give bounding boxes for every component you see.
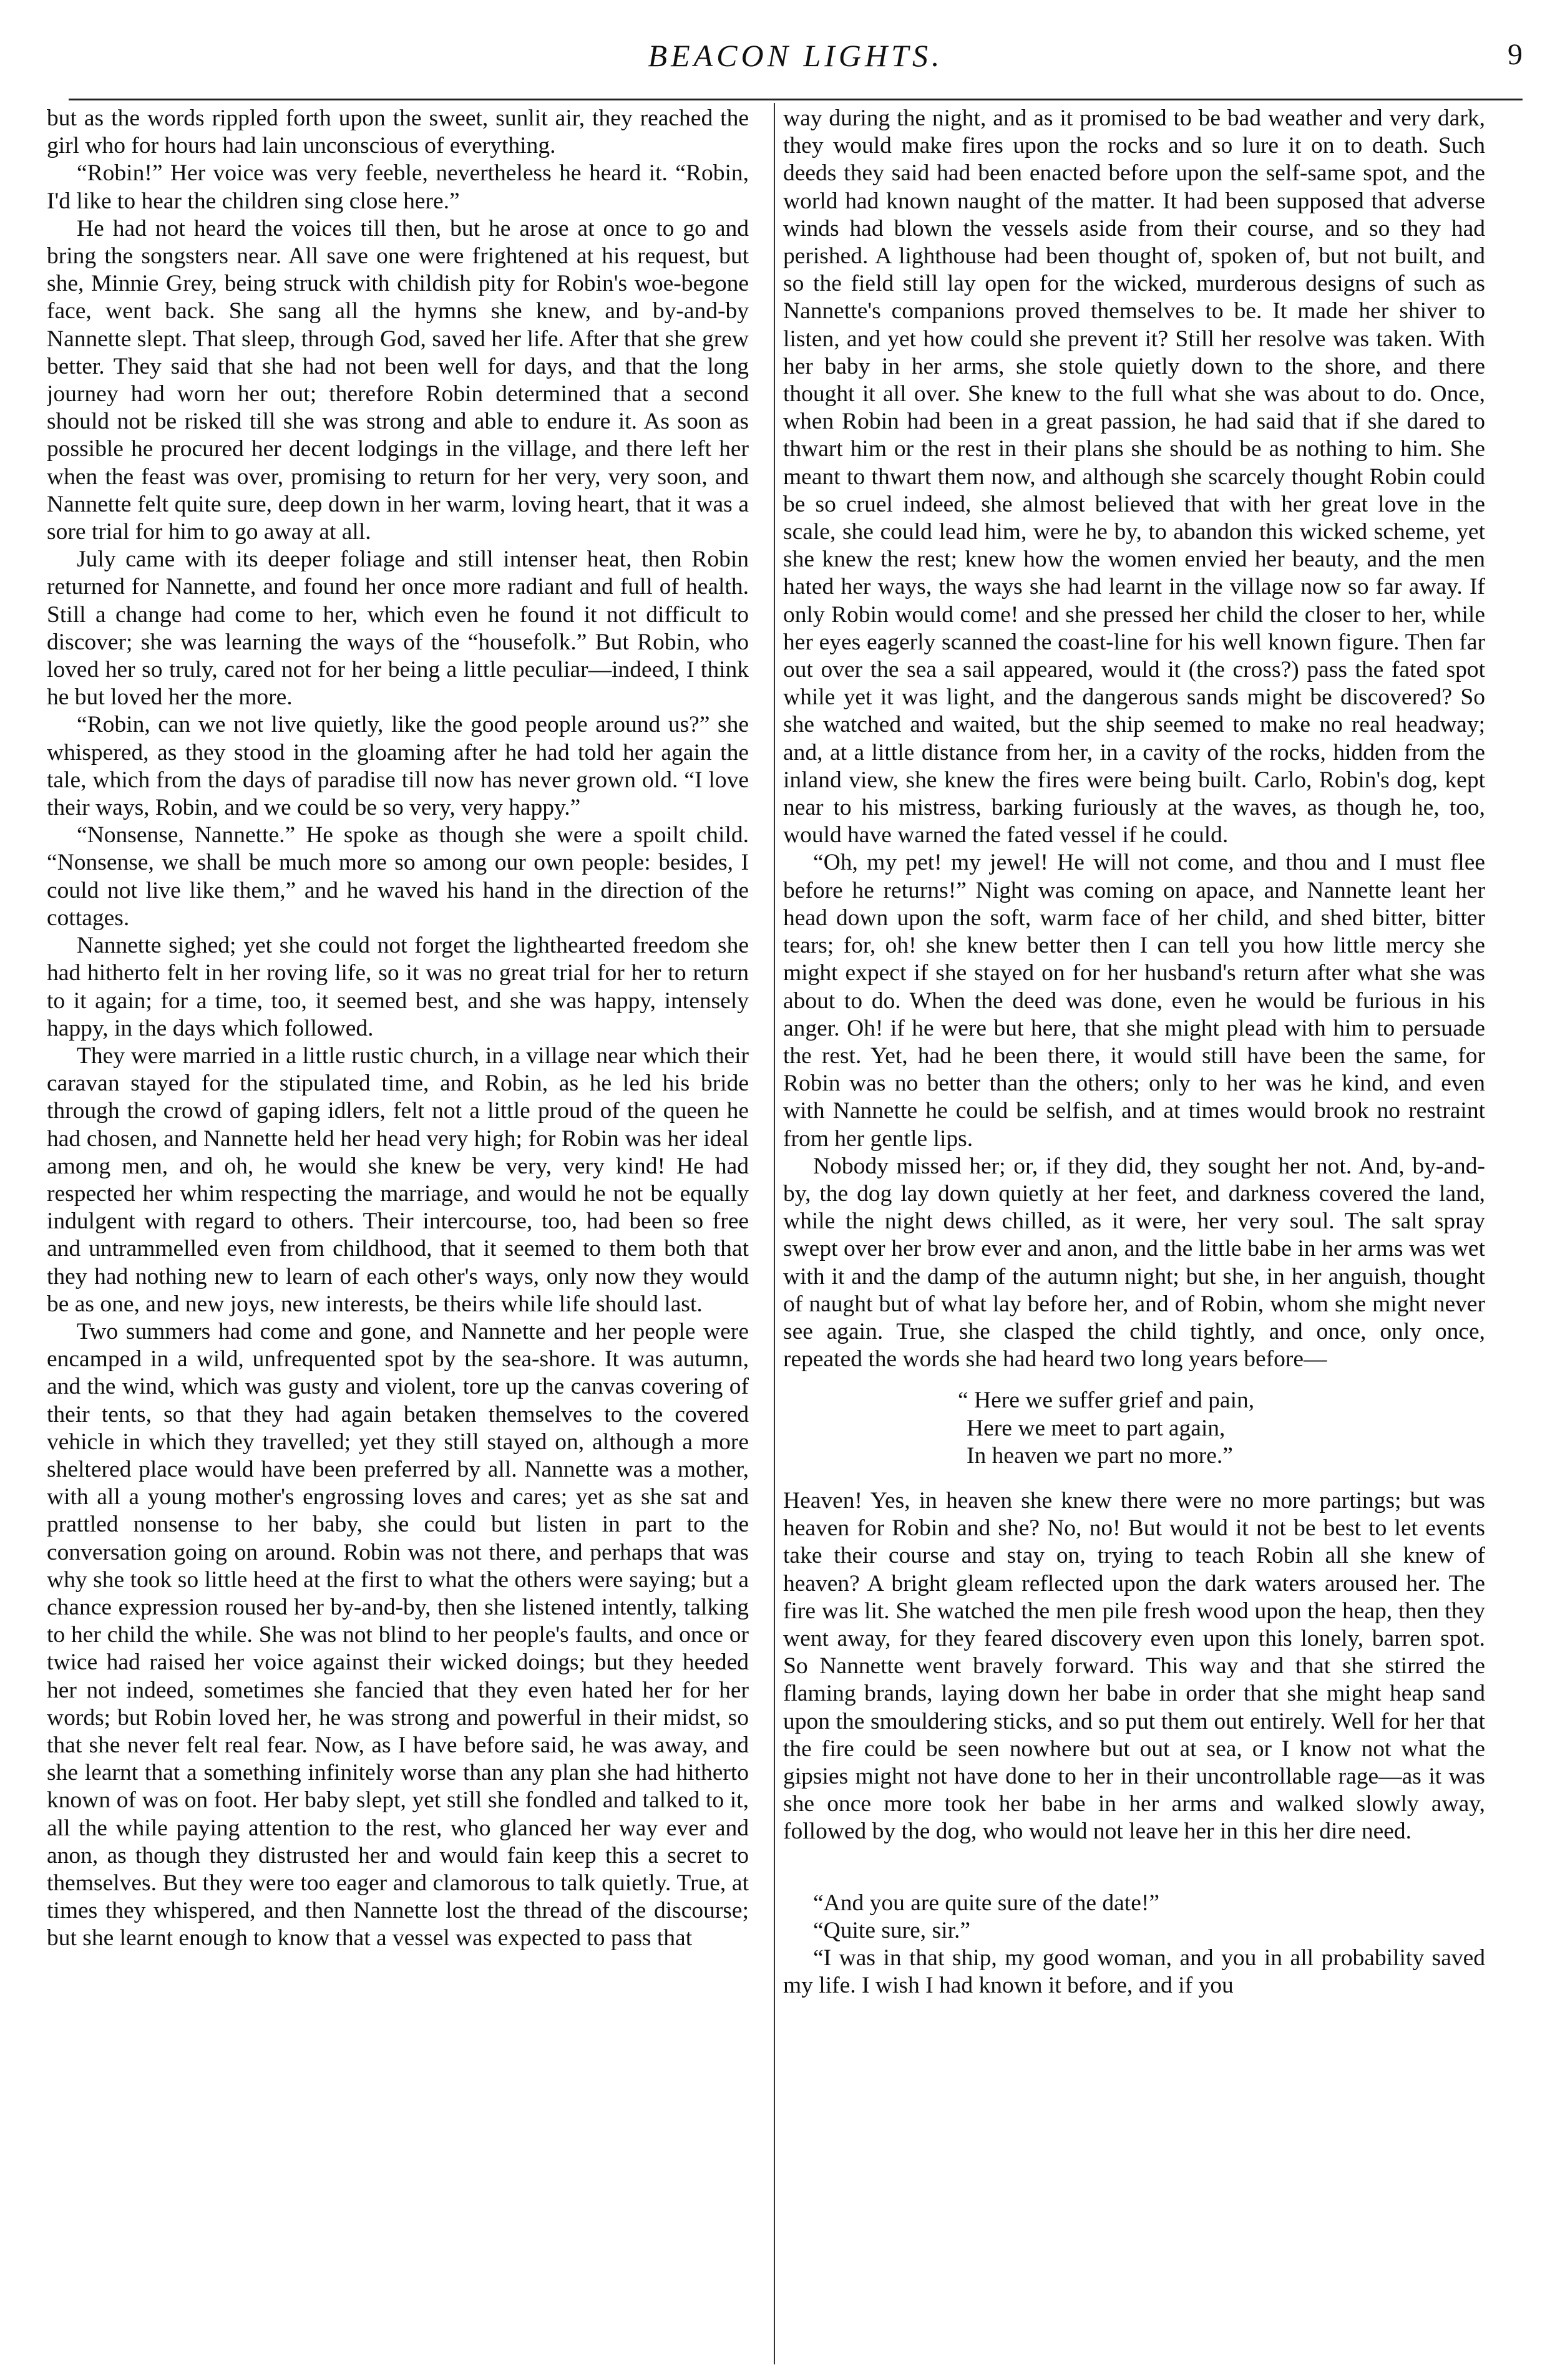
paragraph: He had not heard the voices till then, but he arose at once to go and bring the songsters near. All save one were frightened at his request, but she, Minnie Grey, being struck with childish pity for Robin's woe-begone face, went back. She sang all the hymns she knew, and by-and-by Nannette slept. That sleep, through God, saved her life. After that she grew better. They said that she had not been well for days, and that the long journey had worn her out; therefore Robin determined that a second should not be risked till she was strong and able to endure it. As soon as possible he procured her decent lodgings in the village, and there left her when the feast was over, promising to return for her very, very soon, and Nannette felt quite sure, deep down in her warm, loving heart, that it was a sore trial for him to go away at all. [47,215,749,545]
paragraph: Nannette sighed; yet she could not forget the lighthearted freedom she had hitherto felt in her roving life, so it was no great trial for her to return to it again; for a time, too, it seemed best, and she was happy, intensely happy, in the days which followed. [47,933,749,1041]
paragraph: “Robin!” Her voice was very feeble, nevertheless he heard it. “Robin, I'd like to hear the children sing close here.” [47,160,749,214]
poem-quote [783,1387,1485,1470]
dialogue-line: “And you are quite sure of the date!” [813,1890,1159,1916]
paragraph: Heaven! Yes, in heaven she knew there were no more partings; but was heaven for Robin and she? No, no! But would it not be best to let events take their course and stay on, trying to teach Robin all she knew of heaven? A bright gleam reflected upon the dark waters aroused her. The fire was lit. She watched the men pile fresh wood upon the heap, then they went away, for they feared discovery even upon this lonely, barren spot. So Nannette went bravely forward. This way and that she stirred the flaming brands, laying down her babe in order that she might heap sand upon the smouldering sticks, and so put them out entirely. Well for her that the fire could be seen nowhere but out at sea, or I know not what the gipsies might not have done to her in their uncontrollable rage—as it was she once more took her babe in her arms and walked slowly away, followed by the dog, who would not leave her in this her dire need. [783,1487,1485,1845]
dialogue-line: “Quite sure, sir.” [813,1917,971,1943]
right-column [783,105,1485,2363]
paragraph: July came with its deeper foliage and still intenser heat, then Robin returned for Nannette, and found her once more radiant and full of health. Still a change had come to her, which even he found it not difficult to discover; she was learning the ways of the “housefolk.” But Robin, who loved her so truly, cared not for her being a little peculiar—indeed, I think he but loved her the more. [47,546,749,711]
poem-line: Here we meet to part again, [967,1415,1226,1441]
dialogue-line: “I was in that ship, my good woman, and you in all probability saved my life. I wish I had known it before, and if you [783,1945,1485,1999]
paragraph: Nobody missed her; or, if they did, they sought her not. And, by-and-by, the dog lay down quietly at her feet, and darkness covered the land, while the night dews chilled, as it were, her very soul. The salt spray swept over her brow ever and anon, and the little babe in her arms was wet with it and the damp of the autumn night; but she, in her anguish, thought of naught but of what lay before her, and of Robin, whom she might never see again. True, she clasped the child tightly, and once, only once, repeated the words she had heard two long years before— [783,1153,1485,1372]
poem-line: In heaven we part no more.” [967,1442,1233,1469]
header-rule [69,99,1523,100]
page-number: 9 [1508,38,1523,71]
poem-line: “ Here we suffer grief and pain, [958,1387,1255,1414]
section-gap [783,1846,1485,1890]
paragraph: “Nonsense, Nannette.” He spoke as though she were a spoilt child. “Nonsense, we shall be much more so among our own people: besides, I could not live like them,” and he waved his hand in the direction of the cottages. [47,822,749,931]
left-column [47,105,749,2363]
paragraph: They were married in a little rustic church, in a village near which their caravan stayed for the stipulated time, and Robin, as he led his bride through the crowd of gaping idlers, felt not a little proud of the queen he had chosen, and Nannette held her head very high; for Robin was her ideal among men, and oh, he would she knew be very, very kind! He had respected her whim respecting the marriage, and would he not be equally indulgent with regard to others. Their intercourse, too, had been so free and untrammelled even from childhood, that it seemed to them both that they had nothing new to learn of each other's ways, only now they would be as one, and new joys, new interests, be theirs while life should last. [47,1042,749,1317]
column-divider [774,103,775,2364]
page-header [69,37,1523,87]
paragraph: “Oh, my pet! my jewel! He will not come, and thou and I must flee before he returns!” Night was coming on apace, and Nannette leant her head down upon the soft, warm face of her child, and shed bitter, bitter tears; for, oh! she knew better then I can tell you how little mercy she might expect if she stayed on for her husband's return after what she was about to do. When the deed was done, even he would be furious in his anger. Oh! if he were but here, that she might plead with him to persuade the rest. Yet, had he been there, it would still have been the same, for Robin was no better than the others; only to her was he kind, and even with Nannette he could be selfish, and at times would brook no restraint from her gentle lips. [783,850,1485,1152]
paragraph: Two summers had come and gone, and Nannette and her people were encamped in a wild, unfrequented spot by the sea-shore. It was autumn, and the wind, which was gusty and violent, tore up the canvas covering of their tents, so that they had again betaken themselves to the covered vehicle in which they travelled; yet they still stayed on, although a more sheltered place would have been preferred by all. Nannette was a mother, with all a young mother's engrossing loves and cares; yet as she sat and prattled nonsense to her baby, she could but listen in part to the conversation going on around. Robin was not there, and perhaps that was why she took so little heed at the first to what the others were saying; but a chance expression roused her by-and-by, then she listened intently, talking to her child the while. She was not blind to her people's faults, and once or twice had raised her voice against their wicked doings; but they heeded her not indeed, sometimes she fancied that they even hated her for her words; but Robin loved her, he was strong and powerful in their midst, so that she never felt real fear. Now, as I have before said, he was away, and she learnt that a something infinitely worse than any plan she had hitherto known of was on foot. Her baby slept, yet still she fondled and talked to it, all the while paying attention to the rest, who glanced her way ever and anon, as though they distrusted her and would fain keep this a secret to themselves. But they were too eager and clamorous to talk quietly. True, at times they whispered, and then Nannette lost the thread of the discourse; but she learnt enough to know that a vessel was expected to pass that [47,1318,749,1951]
running-title: BEACON LIGHTS. [648,38,943,73]
paragraph: “Robin, can we not live quietly, like the good people around us?” she whispered, as they stood in the gloaming after he had told her again the tale, which from the days of paradise till now has never grown old. “I love their ways, Robin, and we could be so very, very happy.” [47,712,749,821]
paragraph: but as the words rippled forth upon the sweet, sunlit air, they reached the girl who for hours had lain unconscious of everything. [47,105,749,159]
paragraph: way during the night, and as it promised to be bad weather and very dark, they would make fires upon the rocks and so lure it on to death. Such deeds they said had been enacted before upon the self-same spot, and the world had known naught of the matter. It had been supposed that adverse winds had blown the vessels aside from their course, and so they had perished. A lighthouse had been thought of, spoken of, but not built, and so the field still lay open for the wicked, murderous designs of such as Nannette's companions proved themselves to be. It made her shiver to listen, and yet how could she prevent it? Still her resolve was taken. With her baby in her arms, she stole quietly down to the shore, and there thought it all over. She knew to the full what she was about to do. Once, when Robin had been in a great passion, he had said that if she dared to thwart him or the rest in their plans she should be as nothing to him. She meant to thwart them now, and although she scarcely thought Robin could be so cruel indeed, she almost believed that with her great love in the scale, she could lead him, were he by, to abandon this wicked scheme, yet she knew the rest; knew how the women envied her beauty, and the men hated her ways, the ways she had learnt in the village now so far away. If only Robin would come! and she pressed her child the closer to her, while her eyes eagerly scanned the coast-line for his well known figure. Then far out over the sea a sail appeared, would it (the cross?) pass the fated spot while yet it was light, and the dangerous sands might be discovered? So she watched and waited, but the ship seemed to make no real headway; and, at a little distance from her, in a cavity of the rocks, hidden from the inland view, she knew the fires were being built. Carlo, Robin's dog, kept near to his mistress, barking furiously at the waves, as though he, too, would have warned the fated vessel if he could. [783,105,1485,848]
